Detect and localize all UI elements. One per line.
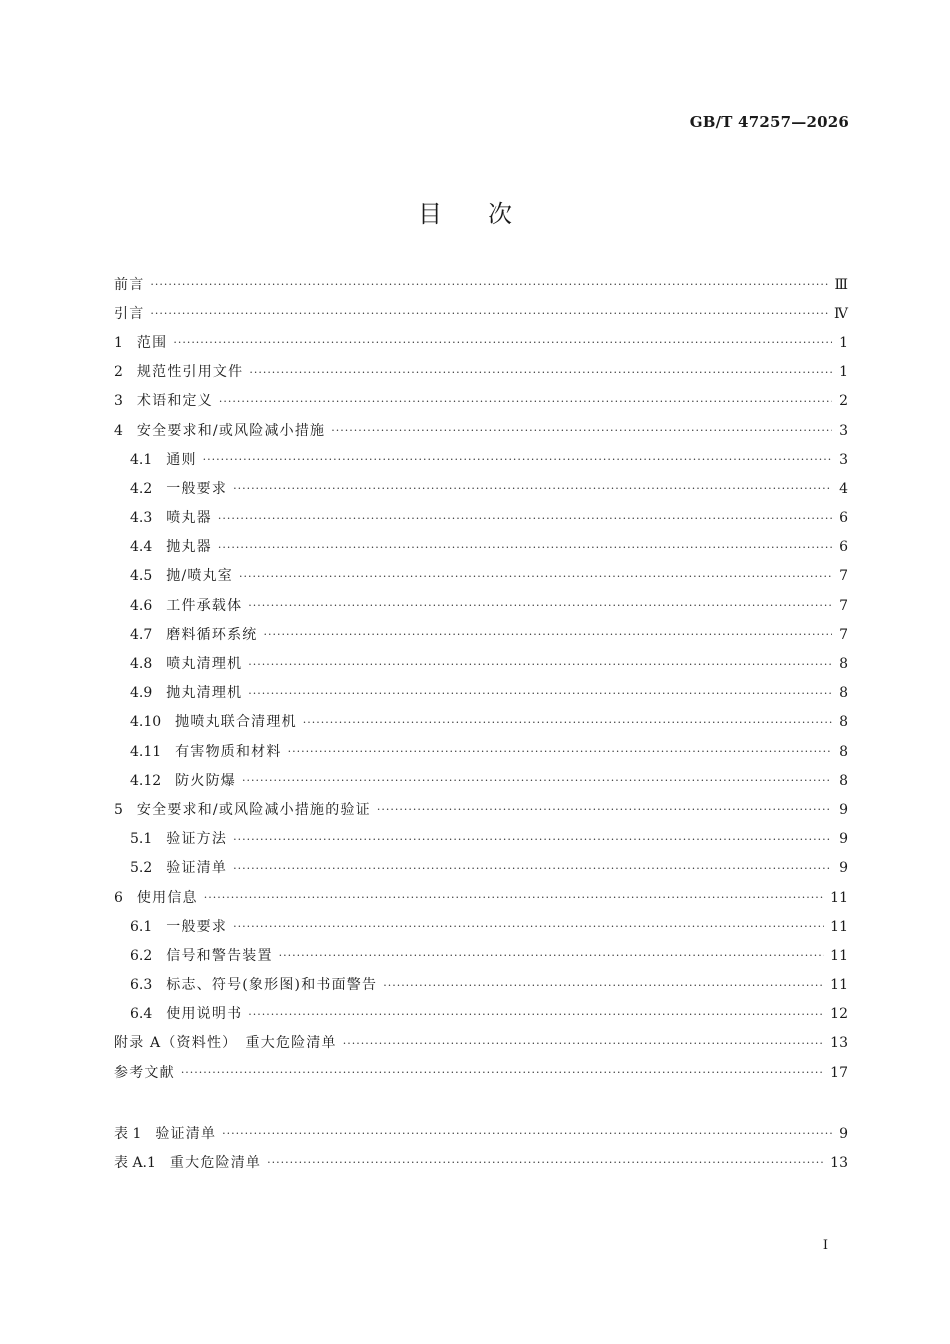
dot-leader	[267, 1157, 824, 1168]
dot-leader	[248, 600, 832, 611]
toc-entry-number: 4.5	[130, 568, 153, 585]
toc-entry-label: 引言	[114, 305, 145, 322]
toc-entry-label: 重大危险清单	[169, 1154, 262, 1171]
toc-entry-label: 抛喷丸联合清理机	[175, 714, 297, 731]
toc-entry[interactable]	[114, 737, 848, 766]
dot-leader	[248, 659, 832, 670]
toc-entry-number: 4.7	[130, 626, 153, 643]
toc-entry-label: 前言	[114, 276, 145, 293]
toc-entry-page: 4	[839, 480, 848, 497]
toc-entry[interactable]	[114, 445, 848, 474]
toc-entry-number: 表 A.1	[114, 1154, 156, 1171]
dot-leader	[233, 483, 832, 494]
table-of-contents	[114, 270, 848, 1087]
toc-entry[interactable]	[114, 270, 848, 299]
toc-entry-label: 安全要求和/或风险减小措施的验证	[136, 801, 371, 818]
toc-entry[interactable]	[114, 562, 848, 591]
toc-entry-number: 2	[114, 364, 123, 381]
dot-leader	[150, 279, 828, 290]
toc-entry[interactable]	[114, 941, 848, 970]
toc-entry-number: 6.2	[130, 947, 153, 964]
dot-leader	[218, 513, 832, 524]
toc-entry-page: 13	[830, 1035, 848, 1052]
toc-entry-label: 使用信息	[136, 889, 198, 906]
dot-leader	[248, 688, 832, 699]
toc-entry-label: 喷丸器	[166, 510, 212, 527]
toc-entry[interactable]	[114, 416, 848, 445]
toc-entry-page: 9	[839, 860, 848, 877]
toc-entry-label: 使用说明书	[166, 1006, 243, 1023]
toc-entry-number: 4.3	[130, 510, 153, 527]
toc-entry-page: 8	[839, 772, 848, 789]
toc-entry-page: 17	[830, 1064, 848, 1081]
toc-entry-page: 3	[839, 422, 848, 439]
toc-entry-number: 4	[114, 422, 123, 439]
toc-entry-page: 11	[830, 889, 848, 906]
dot-leader	[303, 717, 832, 728]
dot-leader	[233, 921, 824, 932]
toc-entry-label: 标志、符号(象形图)和书面警告	[166, 977, 378, 994]
toc-entry[interactable]	[114, 328, 848, 357]
toc-entry[interactable]	[114, 533, 848, 562]
toc-entry-page: Ⅲ	[834, 276, 848, 293]
toc-entry-page: 11	[830, 977, 848, 994]
toc-entry-label: 抛丸清理机	[166, 685, 243, 702]
toc-entry[interactable]	[114, 358, 848, 387]
toc-entry-page: 3	[839, 451, 848, 468]
toc-entry[interactable]	[114, 474, 848, 503]
toc-entry[interactable]	[114, 912, 848, 941]
toc-entry-label: 抛丸器	[166, 539, 212, 556]
dot-leader	[288, 746, 832, 757]
toc-entry-number: 表 1	[114, 1125, 142, 1142]
dot-leader	[181, 1067, 824, 1078]
toc-entry[interactable]	[114, 708, 848, 737]
toc-entry-number: 4.2	[130, 480, 153, 497]
toc-entry-page: 8	[839, 714, 848, 731]
toc-entry[interactable]	[114, 299, 848, 328]
toc-entry[interactable]	[114, 504, 848, 533]
toc-entry-number: 4.12	[130, 772, 162, 789]
toc-entry-label: 验证清单	[155, 1125, 217, 1142]
toc-entry-page: 13	[830, 1154, 848, 1171]
toc-entry-label: 验证清单	[166, 860, 228, 877]
toc-entry[interactable]	[114, 971, 848, 1000]
toc-entry-page: 11	[830, 947, 848, 964]
dot-leader	[263, 629, 832, 640]
list-of-tables	[114, 1119, 848, 1177]
toc-entry-label: 信号和警告装置	[166, 947, 273, 964]
toc-entry-number: 6	[114, 889, 123, 906]
toc-entry-label: 一般要求	[166, 480, 228, 497]
toc-entry-number: 4.4	[130, 539, 153, 556]
toc-entry[interactable]	[114, 591, 848, 620]
dot-leader	[204, 892, 824, 903]
toc-entry-label: 磨料循环系统	[166, 626, 258, 643]
dot-leader	[249, 367, 832, 378]
toc-entry-number: 4.11	[130, 743, 162, 760]
toc-entry[interactable]	[114, 1058, 848, 1087]
toc-entry-page: 7	[839, 597, 848, 614]
toc-entry-number: 6.1	[130, 918, 153, 935]
dot-leader	[219, 396, 832, 407]
toc-entry-page: 1	[839, 364, 848, 381]
toc-entry[interactable]	[114, 387, 848, 416]
toc-entry-number: 5.1	[130, 831, 153, 848]
toc-entry-label: 参考文献	[114, 1064, 175, 1081]
dot-leader	[343, 1038, 824, 1049]
toc-entry[interactable]	[114, 679, 848, 708]
toc-entry-page: Ⅳ	[834, 305, 848, 322]
toc-entry[interactable]	[114, 649, 848, 678]
toc-entry-page: 11	[830, 918, 848, 935]
toc-entry-number: 4.1	[130, 451, 153, 468]
toc-entry-page: 12	[830, 1006, 848, 1023]
toc-entry-page: 7	[839, 626, 848, 643]
toc-entry-label: 术语和定义	[136, 393, 213, 410]
toc-entry[interactable]	[114, 854, 848, 883]
toc-entry-label: 验证方法	[166, 831, 228, 848]
page-title: 目次	[418, 200, 558, 228]
dot-leader	[233, 834, 832, 845]
toc-entry-page: 8	[839, 685, 848, 702]
dot-leader	[242, 775, 832, 786]
toc-entry-number: 4.8	[130, 656, 153, 673]
toc-entry-label: 工件承载体	[166, 597, 243, 614]
toc-entry-number: 1	[114, 334, 123, 351]
toc-entry-page: 8	[839, 656, 848, 673]
toc-entry-page: 1	[839, 334, 848, 351]
toc-entry[interactable]	[114, 1029, 848, 1058]
toc-entry-page: 8	[839, 743, 848, 760]
toc-entry-number: 4.10	[130, 714, 162, 731]
toc-entry-number: 6.3	[130, 977, 153, 994]
toc-entry[interactable]	[114, 883, 848, 912]
toc-entry-label: 规范性引用文件	[136, 364, 244, 381]
toc-entry-page: 9	[839, 1125, 848, 1142]
toc-entry-label: 喷丸清理机	[166, 656, 243, 673]
dot-leader	[331, 425, 832, 436]
dot-leader	[150, 308, 828, 319]
dot-leader	[383, 980, 824, 991]
toc-entry-page: 2	[839, 393, 848, 410]
dot-leader	[203, 454, 832, 465]
toc-entry[interactable]	[114, 1148, 848, 1177]
toc-entry-label: 附录 A（资料性） 重大危险清单	[114, 1035, 337, 1052]
toc-entry-label: 一般要求	[166, 918, 228, 935]
toc-entry-page: 7	[839, 568, 848, 585]
dot-leader	[279, 950, 825, 961]
dot-leader	[239, 571, 832, 582]
toc-entry-number: 4.9	[130, 685, 153, 702]
toc-entry[interactable]	[114, 766, 848, 795]
toc-entry-label: 通则	[166, 451, 197, 468]
toc-entry-number: 6.4	[130, 1006, 153, 1023]
toc-entry-label: 有害物质和材料	[175, 743, 282, 760]
toc-entry-label: 范围	[136, 334, 168, 351]
toc-entry-page: 6	[839, 510, 848, 527]
toc-entry-label: 安全要求和/或风险减小措施	[136, 422, 326, 439]
toc-entry-page: 9	[839, 831, 848, 848]
toc-entry[interactable]	[114, 1000, 848, 1029]
dot-leader	[233, 863, 832, 874]
dot-leader	[218, 542, 832, 553]
toc-entry-number: 4.6	[130, 597, 153, 614]
toc-entry-label: 防火防爆	[175, 772, 236, 789]
dot-leader	[222, 1128, 832, 1139]
toc-entry[interactable]	[114, 620, 848, 649]
page-number: I	[822, 1238, 828, 1253]
toc-entry-number: 3	[114, 393, 123, 410]
toc-entry[interactable]	[114, 1119, 848, 1148]
standard-number: GB/T 47257—2026	[689, 113, 849, 131]
toc-entry-page: 9	[839, 801, 848, 818]
toc-entry[interactable]	[114, 795, 848, 824]
toc-entry[interactable]	[114, 825, 848, 854]
toc-entry-page: 6	[839, 539, 848, 556]
dot-leader	[248, 1009, 824, 1020]
toc-entry-label: 抛/喷丸室	[166, 568, 233, 585]
toc-entry-number: 5.2	[130, 860, 153, 877]
toc-entry-number: 5	[114, 801, 123, 818]
dot-leader	[173, 337, 832, 348]
dot-leader	[377, 804, 832, 815]
